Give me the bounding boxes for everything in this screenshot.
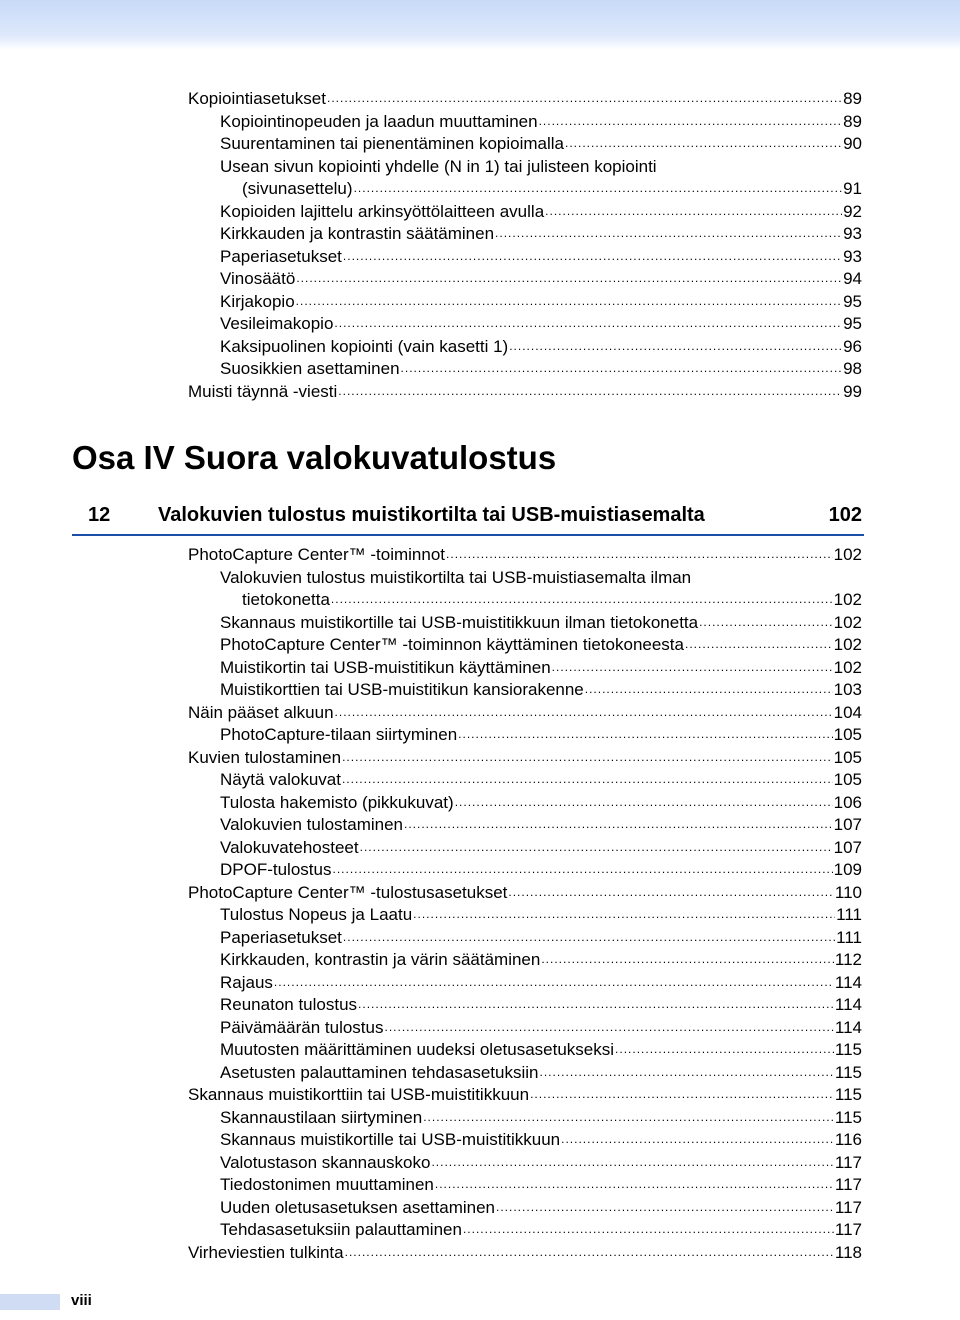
toc-entry[interactable] xyxy=(220,859,862,881)
dot-leader xyxy=(274,970,834,993)
toc-entry-title: Kirkkauden ja kontrastin säätäminen xyxy=(220,224,495,243)
toc-entry[interactable] xyxy=(220,201,862,223)
dot-leader xyxy=(360,835,833,858)
toc-entry[interactable] xyxy=(220,1219,862,1241)
toc-entry-title: PhotoCapture-tilaan siirtyminen xyxy=(220,725,458,744)
toc-entry[interactable] xyxy=(220,814,862,836)
dot-leader xyxy=(401,356,843,379)
toc-entry[interactable] xyxy=(220,1129,862,1151)
toc-entry[interactable] xyxy=(188,882,862,904)
toc-entry-page: 118 xyxy=(834,1242,862,1262)
toc-entry-title: Skannaus muistikortille tai USB-muistitikkuun ilman tietokonetta xyxy=(220,612,699,632)
toc-entry-title: Tehdasasetuksiin palauttaminen xyxy=(220,1220,462,1239)
dot-leader xyxy=(539,109,843,132)
dot-leader xyxy=(565,131,842,154)
dot-leader xyxy=(530,1082,834,1105)
toc-entry-page: 109 xyxy=(833,860,862,879)
toc-entry-page: 99 xyxy=(843,381,862,401)
toc-entry-page: 89 xyxy=(843,111,862,131)
toc-entry-page: 90 xyxy=(843,134,862,153)
toc-entry-page: 98 xyxy=(843,359,862,378)
toc-entry[interactable] xyxy=(220,358,862,380)
toc-entry-page: 102 xyxy=(833,612,862,632)
toc-entry-page: 114 xyxy=(834,972,862,992)
toc-entry-title: Reunaton tulostus xyxy=(220,995,358,1014)
toc-entry-page: 105 xyxy=(833,770,862,789)
toc-entry-title: PhotoCapture Center™ -toiminnon käyttäminen tietokoneesta xyxy=(220,635,684,654)
toc-entry[interactable] xyxy=(220,1174,862,1196)
toc-entry-title: Vesileimakopio xyxy=(220,314,334,333)
toc-entry[interactable] xyxy=(188,1084,862,1106)
toc-entry-page: 115 xyxy=(834,1062,862,1082)
dot-leader xyxy=(685,632,833,655)
dot-leader xyxy=(561,1127,834,1150)
dot-leader xyxy=(354,176,843,199)
dot-leader xyxy=(458,722,832,745)
toc-entry[interactable] xyxy=(220,111,862,133)
toc-entry-page: 94 xyxy=(843,269,862,288)
toc-entry[interactable] xyxy=(220,268,862,290)
toc-entry-page: 117 xyxy=(834,1175,862,1194)
toc-entry[interactable] xyxy=(220,1107,862,1129)
dot-leader xyxy=(338,379,842,402)
toc-entry-title: Kopiointinopeuden ja laadun muuttaminen xyxy=(220,111,538,131)
toc-entry-page: 105 xyxy=(833,725,862,744)
toc-entry-title: Valokuvien tulostaminen xyxy=(220,815,404,834)
toc-entry-title: PhotoCapture Center™ -toiminnot xyxy=(188,545,446,564)
dot-leader xyxy=(335,700,833,723)
toc-entry[interactable] xyxy=(242,178,862,200)
toc-entry-title: Uuden oletusasetuksen asettaminen xyxy=(220,1197,496,1217)
dot-leader xyxy=(332,857,832,880)
toc-entry[interactable] xyxy=(220,1039,862,1061)
toc-entry-title: Tulosta hakemisto (pikkukuvat) xyxy=(220,792,454,812)
dot-leader xyxy=(423,1105,834,1128)
toc-entry-title: Suosikkien asettaminen xyxy=(220,359,400,378)
dot-leader xyxy=(541,947,834,970)
toc-entry[interactable] xyxy=(220,1062,862,1084)
toc-entry-page: 96 xyxy=(843,336,862,356)
toc-entry[interactable] xyxy=(220,246,862,268)
toc-entry-page: 115 xyxy=(834,1085,862,1104)
toc-entry[interactable] xyxy=(188,88,862,110)
dot-leader xyxy=(585,677,833,700)
toc-entry[interactable] xyxy=(220,769,862,791)
toc-entry-title: Kirjakopio xyxy=(220,291,295,311)
toc-entry-title: Päivämäärän tulostus xyxy=(220,1017,384,1037)
toc-entry[interactable] xyxy=(220,904,862,926)
toc-entry[interactable] xyxy=(220,949,862,971)
toc-entry[interactable] xyxy=(220,336,862,358)
toc-entry-title: Valotustason skannauskoko xyxy=(220,1152,431,1172)
toc-entry-page: 89 xyxy=(843,89,862,108)
toc-entry-page: 111 xyxy=(836,927,862,947)
toc-entry-title: Skannaustilaan siirtyminen xyxy=(220,1107,423,1127)
dot-leader xyxy=(334,311,842,334)
toc-entry[interactable] xyxy=(220,313,862,335)
toc-entry[interactable] xyxy=(220,1017,862,1039)
toc-entry-page: 112 xyxy=(834,950,862,969)
footer-band xyxy=(0,1294,60,1310)
dot-leader xyxy=(496,1195,834,1218)
dot-leader xyxy=(463,1217,834,1240)
toc-entry-title: Näin pääset alkuun xyxy=(188,702,334,722)
chapter-number: 12 xyxy=(88,504,111,526)
toc-entry-page: 105 xyxy=(833,747,862,767)
part-label: Osa IV xyxy=(72,439,175,476)
dot-leader xyxy=(431,1150,833,1173)
toc-entry-page: 102 xyxy=(833,545,862,564)
dot-leader xyxy=(455,790,833,813)
toc-entry[interactable] xyxy=(220,612,862,634)
dot-leader xyxy=(331,587,833,610)
toc-entry-title: Muistikorttien tai USB-muistitikun kansiorakenne xyxy=(220,680,584,699)
toc-entry-page: 103 xyxy=(833,680,862,699)
toc-entry-page: 104 xyxy=(833,702,862,722)
dot-leader xyxy=(343,925,835,948)
toc-entry-title[interactable]: Usean sivun kopiointi yhdelle (N in 1) tai julisteen kopiointi xyxy=(220,156,657,176)
toc-entry[interactable] xyxy=(220,837,862,859)
toc-entry[interactable] xyxy=(220,972,862,994)
chapter-heading[interactable] xyxy=(72,500,864,536)
toc-entry-page: 115 xyxy=(834,1107,862,1127)
toc-entry-title: Paperiasetukset xyxy=(220,246,342,266)
toc-entry-page: 110 xyxy=(834,882,862,902)
toc-entry-page: 114 xyxy=(834,995,862,1014)
toc-entry-page: 102 xyxy=(833,635,862,654)
toc-entry-title: Kopioiden lajittelu arkinsyöttölaitteen avulla xyxy=(220,201,545,221)
toc-entry-title: Rajaus xyxy=(220,972,273,992)
dot-leader xyxy=(384,1015,833,1038)
toc-entry-page: 107 xyxy=(833,815,862,834)
dot-leader xyxy=(545,199,842,222)
toc-entry-title: Valokuvatehosteet xyxy=(220,837,359,857)
dot-leader xyxy=(699,610,833,633)
toc-entry-title: Skannaus muistikortille tai USB-muistitikkuun xyxy=(220,1130,561,1149)
dot-leader xyxy=(296,289,842,312)
dot-leader xyxy=(404,812,833,835)
toc-entry-title: Kopiointiasetukset xyxy=(188,89,326,108)
toc-entry[interactable] xyxy=(220,133,862,155)
dot-leader xyxy=(495,221,842,244)
toc-entry-title: PhotoCapture Center™ -tulostusasetukset xyxy=(188,882,508,902)
toc-entry-title: Paperiasetukset xyxy=(220,927,342,947)
toc-entry-page: 95 xyxy=(843,314,862,333)
dot-leader xyxy=(413,902,835,925)
toc-entry[interactable] xyxy=(220,927,862,949)
toc-entry[interactable] xyxy=(242,589,862,611)
toc-entry-page: 107 xyxy=(833,837,862,857)
toc-entry-title: Kirkkauden, kontrastin ja värin säätäminen xyxy=(220,950,541,969)
toc-entry-title: Muisti täynnä -viesti xyxy=(188,381,338,401)
toc-entry-page: 91 xyxy=(843,179,862,198)
dot-leader xyxy=(296,266,842,289)
toc-entry[interactable] xyxy=(220,792,862,814)
toc-entry[interactable] xyxy=(220,657,862,679)
toc-entry-page: 102 xyxy=(833,657,862,677)
toc-entry[interactable] xyxy=(220,1152,862,1174)
part-title: Suora valokuvatulostus xyxy=(183,439,557,476)
toc-entry-title: Näytä valokuvat xyxy=(220,770,341,789)
part-heading xyxy=(72,436,556,480)
toc-entry[interactable] xyxy=(220,724,862,746)
dot-leader xyxy=(435,1172,834,1195)
toc-entry[interactable] xyxy=(220,994,862,1016)
toc-entry-page: 116 xyxy=(834,1130,862,1149)
toc-entry-title[interactable]: Valokuvien tulostus muistikortilta tai USB-muistiasemalta ilman xyxy=(220,567,692,587)
dot-leader xyxy=(343,244,842,267)
toc-entry-title: Kuvien tulostaminen xyxy=(188,747,342,767)
toc-entry-title: (sivunasettelu) xyxy=(242,179,353,198)
toc-entry-page: 92 xyxy=(843,201,862,221)
toc-entry-page: 111 xyxy=(836,905,862,924)
toc-entry-title: Vinosäätö xyxy=(220,269,296,288)
toc-entry[interactable] xyxy=(188,747,862,769)
toc-entry-page: 115 xyxy=(834,1040,862,1059)
page-number: viii xyxy=(71,1292,92,1309)
toc-entry[interactable] xyxy=(188,381,862,403)
toc-entry[interactable] xyxy=(220,634,862,656)
toc-entry-page: 95 xyxy=(843,291,862,311)
dot-leader xyxy=(508,880,834,903)
dot-leader xyxy=(327,86,842,109)
dot-leader xyxy=(509,334,842,357)
toc-entry[interactable] xyxy=(188,1242,862,1264)
toc-entry-title: Virheviestien tulkinta xyxy=(188,1242,344,1262)
toc-entry[interactable] xyxy=(220,291,862,313)
toc-entry-page: 102 xyxy=(833,590,862,609)
toc-entry[interactable] xyxy=(220,223,862,245)
toc-entry-page: 114 xyxy=(834,1017,862,1037)
toc-entry[interactable] xyxy=(220,679,862,701)
toc-entry-page: 117 xyxy=(834,1197,862,1217)
toc-entry-title: Tiedostonimen muuttaminen xyxy=(220,1175,434,1194)
toc-entry-title: Muutosten määrittäminen uudeksi oletusasetukseksi xyxy=(220,1040,615,1059)
dot-leader xyxy=(615,1037,834,1060)
header-band xyxy=(0,0,960,50)
toc-entry-page: 117 xyxy=(834,1220,862,1239)
toc-entry-title: Muistikortin tai USB-muistitikun käyttäminen xyxy=(220,657,551,677)
toc-entry-page: 93 xyxy=(843,224,862,243)
chapter-title: Valokuvien tulostus muistikortilta tai USB-muistiasemalta xyxy=(158,504,705,526)
toc-entry[interactable] xyxy=(188,544,862,566)
toc-entry-title: Kaksipuolinen kopiointi (vain kasetti 1) xyxy=(220,336,509,356)
toc-entry-title: DPOF-tulostus xyxy=(220,860,332,879)
toc-entry-title: Suurentaminen tai pienentäminen kopioimalla xyxy=(220,134,564,153)
toc-entry-title: Asetusten palauttaminen tehdasasetuksiin xyxy=(220,1062,539,1082)
chapter-page: 102 xyxy=(828,504,862,526)
toc-entry[interactable] xyxy=(220,1197,862,1219)
dot-leader xyxy=(342,745,833,768)
toc-entry-title: Tulostus Nopeus ja Laatu xyxy=(220,905,413,924)
dot-leader xyxy=(342,767,833,790)
toc-entry[interactable] xyxy=(188,702,862,724)
dot-leader xyxy=(446,542,833,565)
dot-leader xyxy=(539,1060,833,1083)
toc-entry-page: 93 xyxy=(843,246,862,266)
dot-leader xyxy=(552,655,833,678)
toc-entry-page: 117 xyxy=(834,1152,862,1172)
toc-entry-title: Skannaus muistikorttiin tai USB-muistitikkuun xyxy=(188,1085,530,1104)
toc-entry-title: tietokonetta xyxy=(242,590,330,609)
toc-entry-page: 106 xyxy=(833,792,862,812)
dot-leader xyxy=(358,992,834,1015)
dot-leader xyxy=(345,1240,834,1263)
